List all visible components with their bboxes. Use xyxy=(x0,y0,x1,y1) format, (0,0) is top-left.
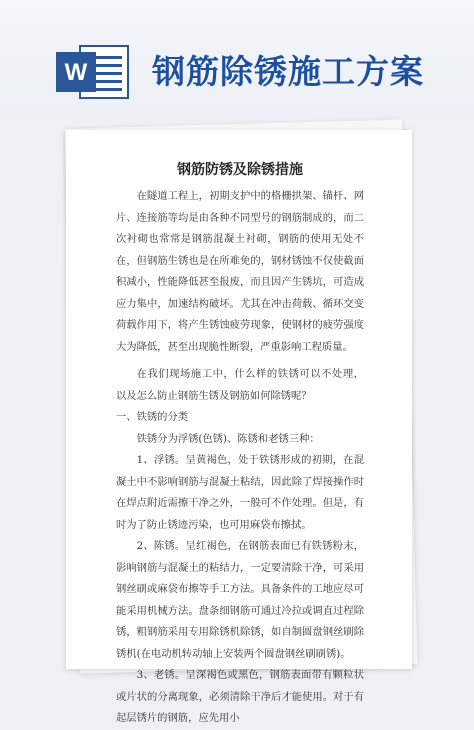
header-banner xyxy=(0,0,474,118)
paragraph-rust-classes: 铁锈分为浮锈(色锈)、陈锈和老锈三种： xyxy=(136,432,320,445)
paragraph-old-rust: 2、陈锈。呈红褐色，在钢筋表面已有铁锈粉末，影响钢筋与混凝土的粘结力，一定要清除干净，可采用钢丝刷或麻袋布擦等手工方法。具备条件的工地应尽可能采用机械方法。盘条细钢筋可通过冷拉或调直过程除锈，粗钢筋采用专用除锈机除锈，如自制圆盘钢丝刷除锈机(在电动机转动轴上安装两个圆盘钢丝刷刷锈)。 xyxy=(116,540,364,660)
banner-title: 钢筋除锈施工方案 xyxy=(152,52,424,91)
document-title: 钢筋防锈及除锈措施 xyxy=(177,162,303,178)
paragraph-heavy-rust: 3、老锈。呈深褐色或黑色，钢筋表面带有颗粒状或片状的分离现象，必须清除干净后才能使用。对于有起层锈片的钢筋，应先用小 xyxy=(116,669,364,724)
word-document-icon xyxy=(54,42,132,100)
word-logo-letter: W xyxy=(64,59,88,86)
document-body xyxy=(116,160,364,730)
document-page xyxy=(66,130,412,724)
paragraph-intro: 在隧道工程上，初期支护中的格栅拱架、锚杆、网片、连接筋等均是由各种不同型号的钢筋制成的，而二次衬砌也常常是钢筋混凝土衬砌，钢筋的使用无处不在，但钢筋生锈也是在所难免的，钢材锈蚀不仅使截面积减小，性能降低甚至报废，而且因产生锈坑，可造成应力集中，加速结构破坏。尤其在冲击荷载、循环交变荷载作用下，将产生锈蚀疲劳现象，使钢材的疲劳强度大为降低，甚至出现脆性断裂，严重影响工程质量。 xyxy=(116,190,364,353)
paragraph-floating-rust: 1、浮锈。呈黄褐色，处于铁锈形成的初期，在混凝土中不影响钢筋与混凝土粘结，因此除了焊接操作时在焊点附近需擦干净之外，一般可不作处理。但是，有时为了防止锈迹污染，也可用麻袋布擦拭。 xyxy=(116,454,364,531)
section-heading-rust-types: 一、铁锈的分类 xyxy=(116,411,189,423)
paragraph-question: 在我们现场施工中，什么样的铁锈可以不处理， 以及怎么防止钢筋生锈及钢筋如何除锈呢？ xyxy=(116,368,364,402)
